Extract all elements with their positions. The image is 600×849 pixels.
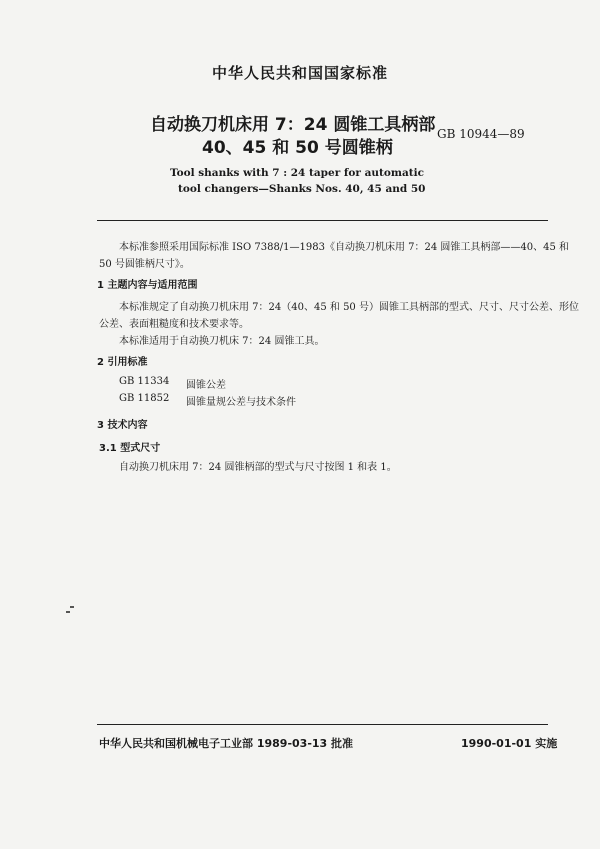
section1-p2: 本标准适用于自动换刀机床 7：24 圆锥工具。 xyxy=(119,336,325,347)
section2-heading: 2 引用标准 xyxy=(97,357,148,368)
intro-line1: 本标准参照采用国际标准 ISO 7388/1—1983《自动换刀机床用 7：24 圆锥工具柄部——40、45 和 xyxy=(119,242,570,253)
header-divider xyxy=(97,220,548,221)
ref-code: GB 11334 xyxy=(119,376,170,387)
section3-heading: 3 技术内容 xyxy=(97,420,148,431)
implementation-date: 1990-01-01 实施 xyxy=(461,737,558,750)
ref-code: GB 11852 xyxy=(119,393,170,404)
section3-1-text: 自动换刀机床用 7：24 圆锥柄部的型式与尺寸按图 1 和表 1。 xyxy=(119,462,397,473)
section1-p1-line2: 公差、表面粗糙度和技术要求等。 xyxy=(99,319,249,330)
issuing-body-title: 中华人民共和国国家标准 xyxy=(211,64,388,82)
section3-1-heading: 3.1 型式尺寸 xyxy=(99,443,161,454)
scan-speck xyxy=(70,606,74,608)
scan-speck xyxy=(66,611,70,613)
footer-divider xyxy=(97,724,548,725)
ref-title: 圆锥公差 xyxy=(186,380,226,391)
approval-info: 中华人民共和国机械电子工业部 1989-03-13 批准 xyxy=(99,737,354,750)
standard-number: GB 10944—89 xyxy=(437,127,525,141)
section1-p1-line1: 本标准规定了自动换刀机床用 7：24（40、45 和 50 号）圆锥工具柄部的型式、尺寸、尺寸公差、形位 xyxy=(119,302,579,313)
ref-title: 圆锥量规公差与技术条件 xyxy=(186,397,296,408)
intro-line2: 50 号圆锥柄尺寸》。 xyxy=(99,259,190,270)
standard-title-line2: 40、45 和 50 号圆锥柄 xyxy=(202,138,393,158)
section1-heading: 1 主题内容与适用范围 xyxy=(97,280,198,291)
standard-title-line1: 自动换刀机床用 7：24 圆锥工具柄部 xyxy=(150,115,436,135)
english-title-line1: Tool shanks with 7 : 24 taper for automatic xyxy=(170,167,425,179)
english-title-line2: tool changers—Shanks Nos. 40, 45 and 50 xyxy=(178,183,426,195)
